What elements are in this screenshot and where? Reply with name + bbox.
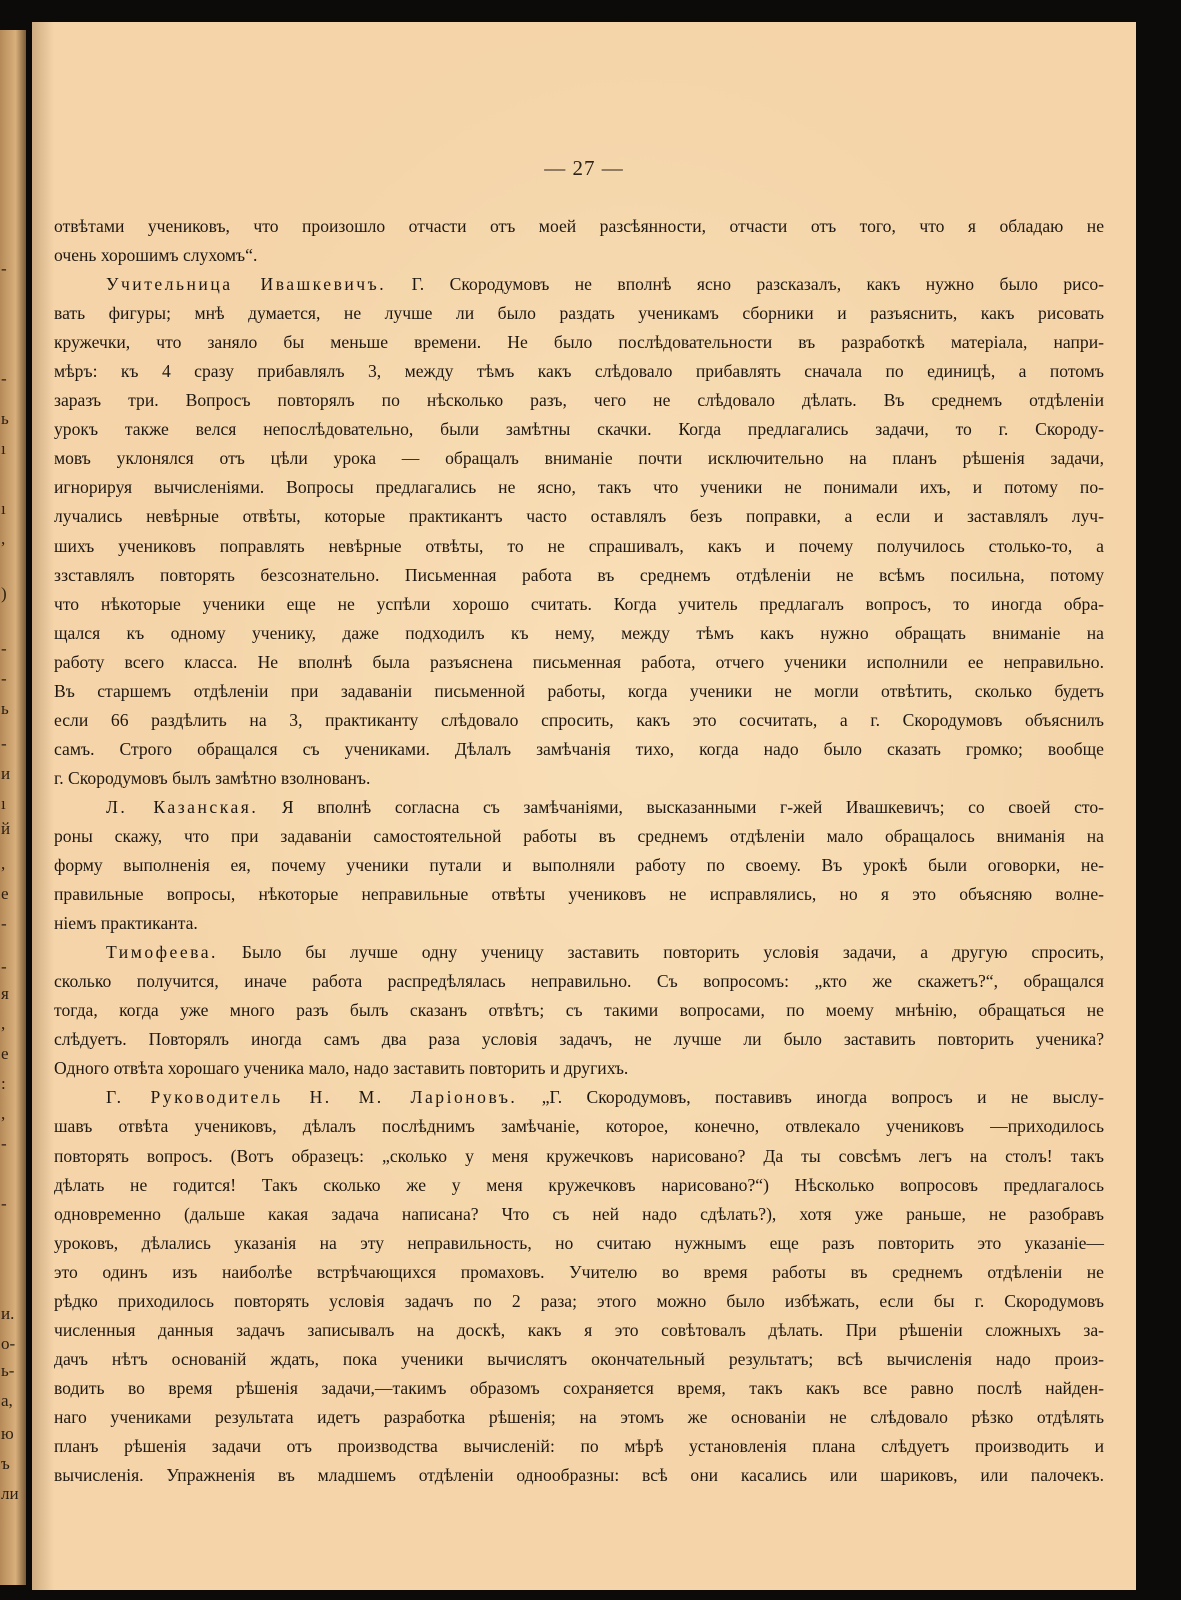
line-text: Было бы лучше одну ученицу заставить повторить условія задачи, а другую спросить, (217, 942, 1104, 963)
prev-page-fragment: и (1, 764, 11, 783)
text-line (54, 212, 1104, 241)
prev-page-fragment: - (1, 259, 7, 278)
text-line (54, 706, 1104, 735)
line-text: правильные вопросы, нѣкоторые неправильные отвѣты учениковъ не исправлялись, но я это объясняю волне- (54, 884, 1104, 905)
prev-page-fragment: - (1, 957, 7, 976)
prev-page-fragment: й (1, 819, 11, 838)
line-text: это одинъ изъ наиболѣе встрѣчающихся промаховъ. Учителю во время работы въ среднемъ отдѣленіи не (54, 1261, 1104, 1282)
line-text: Я вполнѣ согласна съ замѣчаніями, высказанными г-жей Ивашкевичъ; со своей сто- (258, 796, 1104, 817)
prev-page-fragment: я (1, 984, 9, 1003)
line-text: кружечки, что заняло бы меньше времени. Не было послѣдовательности въ разработкѣ матеріала, напри- (54, 332, 1104, 353)
text-line (54, 1374, 1104, 1403)
prev-page-fragment: , (1, 1014, 6, 1033)
line-text: отвѣтами учениковъ, что произошло отчасти отъ моей разсѣянности, отчасти отъ того, что я обладаю не (54, 216, 1104, 236)
text-line (54, 415, 1104, 444)
line-text: рѣдко приходилось повторять условія задачъ по 2 раза; этого можно было избѣжать, если бы г. Скородумовъ (54, 1290, 1104, 1311)
line-text: наго учениками результата идетъ разработка рѣшенія; на этомъ же основаніи не слѣдовало рѣзко отдѣлять (54, 1406, 1104, 1427)
line-text: дачъ нѣтъ основаній ждать, пока ученики вычислятъ окончательный результатъ; всѣ вычисленія надо произ- (54, 1348, 1104, 1369)
line-text: Г. Скородумовъ не вполнѣ ясно разсказалъ, какъ нужно было рисо- (386, 274, 1104, 295)
text-line (54, 590, 1104, 619)
text-line (54, 1171, 1104, 1200)
line-text: заразъ три. Вопросъ повторялъ по нѣсколько разъ, чего не слѣдовало дѣлать. Въ среднемъ отдѣленіи (54, 390, 1104, 411)
line-text: вычисленія. Упражненія въ младшемъ отдѣленіи однообразны: всѣ они касались или шариковъ, или палочекъ. (54, 1465, 1104, 1486)
line-text: урокъ также велся непослѣдовательно, были замѣтны скачки. Когда предлагались задачи, то г. Скороду- (54, 419, 1104, 440)
text-line (54, 1287, 1104, 1316)
prev-page-fragment: и. (1, 1304, 15, 1323)
prev-page-fragment: - (1, 1194, 7, 1213)
text-line (54, 1316, 1104, 1345)
line-text: мовъ уклонялся отъ цѣли урока — обращалъ вниманіе почти исключительно на планъ рѣшенія задачи, (54, 448, 1104, 469)
line-text: сколько получится, иначе работа распредѣлялась неправильно. Съ вопросомъ: „кто же скажетъ?“, обращался (54, 971, 1104, 992)
prev-page-fragment: ı (1, 499, 6, 518)
line-text: шавъ отвѣта учениковъ, дѣлалъ послѣднимъ замѣчаніе, которое, конечно, отвлекало учениковъ —приходилось (54, 1116, 1104, 1137)
prev-page-fragment: ) (1, 584, 7, 603)
prev-page-fragment: - (1, 639, 7, 658)
text-line (54, 386, 1104, 415)
line-text: „Г. Скородумовъ, поставивъ иногда вопросъ и не выслу- (517, 1087, 1104, 1108)
text-line (54, 444, 1104, 473)
line-text: игнорируя вычисленіями. Вопросы предлагались не ясно, такъ что ученики не понимали ихъ, и потому по- (54, 477, 1104, 498)
speaker-name: Г. Руководитель Н. М. Ларіоновъ. (106, 1087, 518, 1108)
prev-page-fragment: ь (1, 699, 9, 718)
prev-page-fragment: ъ (1, 1454, 10, 1473)
line-text: роны скажу, что при задаваніи самостоятельной работы въ среднемъ отдѣленіи мало обращалось вниманія на (54, 825, 1104, 846)
speaker-name: Л. Казанская. (106, 796, 259, 817)
line-text: что нѣкоторые ученики еще не успѣли хорошо считать. Когда учитель предлагалъ вопросъ, то иногда обра- (54, 593, 1104, 614)
prev-page-fragment: , (1, 1104, 6, 1123)
line-text: лучались невѣрные отвѣты, которые практикантъ часто оставлялъ безъ поправки, а если и заставлялъ луч- (54, 506, 1104, 527)
prev-page-fragment: ь (1, 409, 9, 428)
line-text: г. Скородумовъ былъ замѣтно взолнованъ. (54, 767, 371, 788)
prev-page-fragment: , (1, 529, 6, 548)
prev-page-fragment: - (1, 1134, 7, 1153)
speaker-name: Тимофеева. (106, 942, 218, 963)
text-line (54, 764, 1104, 793)
text-line (54, 270, 1104, 299)
line-text: ніемъ практиканта. (54, 913, 198, 934)
text-line (54, 1054, 1104, 1083)
text-line (54, 1432, 1104, 1461)
prev-page-fragment: - (1, 914, 7, 933)
text-line (54, 1200, 1104, 1229)
body-text (54, 212, 1104, 1490)
line-text: водить во время рѣшенія задачи,—такимъ образомъ сохраняется время, такъ какъ все равно послѣ найден- (54, 1377, 1104, 1398)
text-line (54, 822, 1104, 851)
prev-page-fragment: a, (1, 1391, 13, 1410)
line-text: вать фигуры; мнѣ думается, не лучше ли было раздать ученикамъ сборники и разъяснить, какъ рисовать (54, 303, 1104, 324)
text-line (54, 967, 1104, 996)
line-text: дѣлать не годится! Такъ сколько же у меня кружечковъ нарисовано?“) Нѣсколько вопросовъ предлагалось (54, 1174, 1104, 1195)
prev-page-fragment: е (1, 884, 9, 903)
text-line (54, 648, 1104, 677)
line-text: планъ рѣшенія задачи отъ производства вычисленій: по мѣрѣ установленія плана слѣдуетъ производить и (54, 1435, 1104, 1456)
text-line (54, 299, 1104, 328)
line-text: очень хорошимъ слухомъ“. (54, 245, 258, 266)
text-line (54, 473, 1104, 502)
prev-page-fragment: ли (1, 1484, 19, 1503)
line-text: самъ. Строго обращался съ учениками. Дѣлалъ замѣчанія тихо, когда надо было сказать громко; вообще (54, 738, 1104, 759)
previous-page-edge (0, 30, 26, 1585)
line-text: ззставлялъ повторять безсознательно. Письменная работа въ среднемъ отдѣленіи не всѣмъ посильна, потому (54, 564, 1104, 585)
text-line (54, 1403, 1104, 1432)
text-line (54, 1258, 1104, 1287)
prev-page-fragment: ю (1, 1424, 14, 1443)
prev-page-fragment: ı (1, 794, 6, 813)
line-text: одновременно (дальше какая задача написана? Что съ ней надо сдѣлать?), хотя уже раньше, не разобравъ (54, 1203, 1104, 1224)
prev-page-fragment: , (1, 854, 6, 873)
book-page (32, 22, 1136, 1590)
line-text: щался къ одному ученику, даже подходилъ къ нему, между тѣмъ какъ нужно обращать вниманіе на (54, 622, 1104, 643)
line-text: численныя данныя задачъ записывалъ на доскѣ, какъ я это совѣтовалъ дѣлать. При рѣшеніи сложныхъ за- (54, 1319, 1104, 1340)
line-text: тогда, когда уже много разъ былъ сказанъ отвѣтъ; съ такими вопросами, по моему мнѣнію, обращаться не (54, 1000, 1104, 1021)
text-line (54, 1461, 1104, 1490)
text-line (54, 880, 1104, 909)
text-line (54, 619, 1104, 648)
text-line (54, 735, 1104, 764)
text-line (54, 1142, 1104, 1171)
text-line (54, 1025, 1104, 1054)
prev-page-fragment: o- (1, 1334, 16, 1353)
page-number: — 27 — (544, 156, 624, 180)
line-text: уроковъ, дѣлались указанія на эту неправильность, но считаю нужнымъ еще разъ повторить это указаніе— (54, 1232, 1104, 1253)
text-line (54, 328, 1104, 357)
text-line (54, 357, 1104, 386)
line-text: форму выполненія ея, почему ученики путали и выполняли работу по своему. Въ урокѣ были оговорки, не- (54, 855, 1104, 876)
speaker-name: Учительница Ивашкевичъ. (106, 274, 387, 295)
line-text: если 66 раздѣлить на 3, практиканту слѣдовало спросить, какъ это сосчитать, а г. Скородумовъ объяснилъ (54, 709, 1104, 730)
prev-page-fragment: : (1, 1074, 6, 1093)
text-line (54, 938, 1104, 967)
text-line (54, 532, 1104, 561)
text-line (54, 502, 1104, 531)
text-line (54, 561, 1104, 590)
prev-page-fragment: е (1, 1044, 9, 1063)
line-text: слѣдуетъ. Повторялъ иногда самъ два раза условія задачъ, не лучше ли было заставить повторить ученика? (54, 1029, 1104, 1050)
line-text: работу всего класса. Не вполнѣ была разъяснена письменная работа, отчего ученики исполнили ее неправильно. (54, 651, 1104, 672)
prev-page-fragment: ь- (1, 1361, 15, 1380)
prev-page-fragment: ı (1, 439, 6, 458)
text-line (54, 909, 1104, 938)
line-text: Въ старшемъ отдѣленіи при задаваніи письменной работы, когда ученики не могли отвѣтить, сколько будетъ (54, 680, 1104, 701)
text-line (54, 241, 1104, 270)
prev-page-fragment: - (1, 734, 7, 753)
prev-page-fragment: - (1, 369, 7, 388)
text-line (54, 1083, 1104, 1112)
text-line (54, 793, 1104, 822)
text-line (54, 677, 1104, 706)
prev-page-fragment: - (1, 669, 7, 688)
line-text: шихъ учениковъ поправлять невѣрные отвѣты, то не спрашивалъ, какъ и почему получилось столько-то, а (54, 535, 1104, 556)
text-line (54, 851, 1104, 880)
text-line (54, 1229, 1104, 1258)
text-line (54, 1345, 1104, 1374)
line-text: мѣръ: къ 4 сразу прибавлялъ 3, между тѣмъ какъ слѣдовало прибавлять сначала по единицѣ, а потомъ (54, 361, 1104, 382)
text-line (54, 996, 1104, 1025)
line-text: повторять вопросъ. (Вотъ образецъ: „сколько у меня кружечковъ нарисовано? Да ты совсѣмъ легъ на столъ! такъ (54, 1145, 1104, 1166)
text-line (54, 1112, 1104, 1141)
line-text: Одного отвѣта хорошаго ученика мало, надо заставить повторить и другихъ. (54, 1058, 629, 1079)
